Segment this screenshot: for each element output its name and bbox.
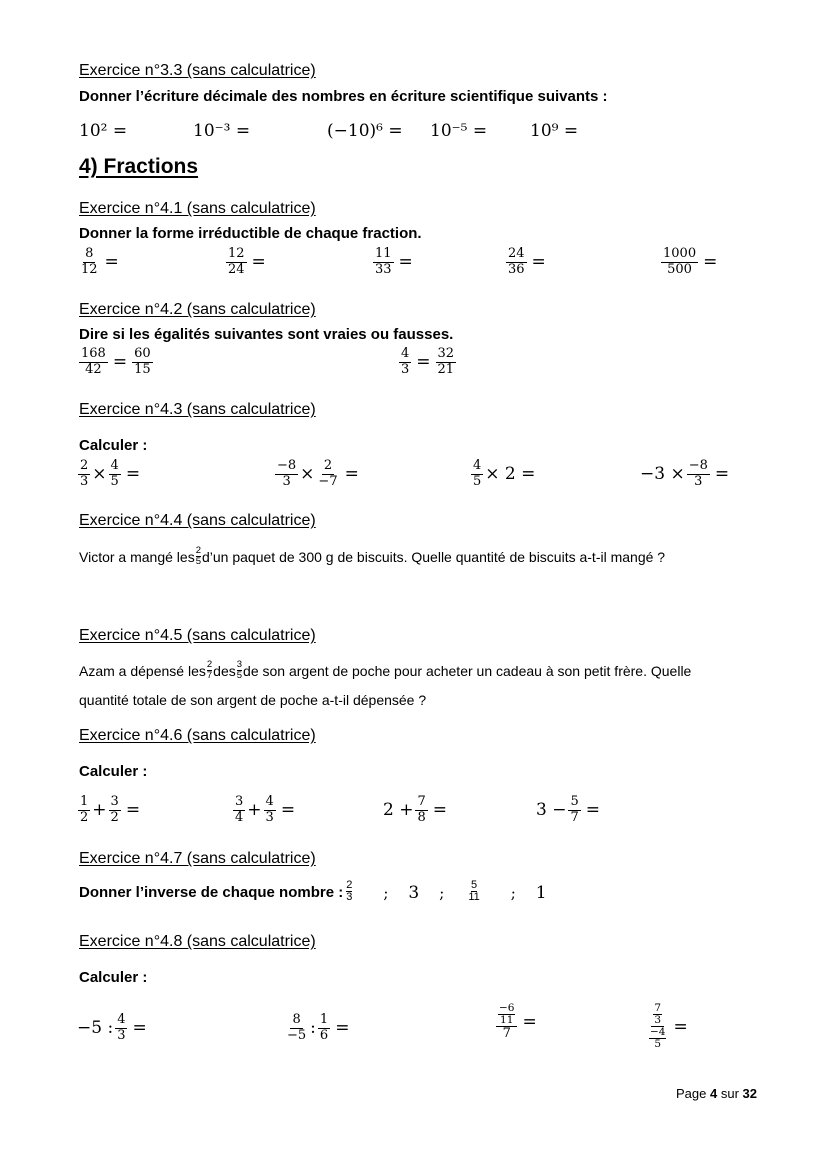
product-item: $\frac{2}{3}$ × $\frac{4}{5}$ = xyxy=(80,458,141,489)
sum-item: $\frac{1}{2}$ + $\frac{3}{2}$ = xyxy=(80,794,141,825)
calculer-label: Calculer : xyxy=(79,763,148,780)
division-item: −5 : $\frac{4}{3}$ = xyxy=(77,1012,147,1043)
fraction-item: $\frac{12}{24}$ = xyxy=(228,246,266,277)
division-item: $\frac{8}{-5}$ : $\frac{1}{6}$ = xyxy=(287,1012,350,1043)
exercise-4-2-instruction: Dire si les égalités suivantes sont vraies ou fausses. xyxy=(79,326,454,343)
exercise-4-4-title: Exercice n°4.4 (sans calculatrice) xyxy=(79,512,316,529)
product-item: $\frac{-8}{3}$ × $\frac{2}{-7}$ = xyxy=(277,458,359,489)
product-item: $\frac{4}{5}$ × 2 = xyxy=(473,458,536,489)
sci-item: 10⁻⁵ = xyxy=(430,121,488,141)
fraction-item: $\frac{24}{36}$ = xyxy=(508,246,546,277)
fraction-item: $\frac{8}{12}$ = xyxy=(81,246,119,277)
inverse-line: Donner l’inverse de chaque nombre : 2 3 ; 3 ; 5 11 ; 1 xyxy=(79,879,547,903)
equality-item: $\frac{4}{3}$ = $\frac{32}{21}$ xyxy=(401,346,455,377)
fraction-item: $\frac{1000}{500}$ = xyxy=(663,246,718,277)
exercise-4-4-text: Victor a mangé les 2 5 d’un paquet de 300 g de biscuits. Quelle quantité de biscuits a-t-il mangé ? xyxy=(79,545,666,567)
calculer-label: Calculer : xyxy=(79,437,148,454)
exercise-4-3-title: Exercice n°4.3 (sans calculatrice) xyxy=(79,401,316,418)
sum-item: 2 + $\frac{7}{8}$ = xyxy=(383,794,447,825)
exercise-4-2-title: Exercice n°4.2 (sans calculatrice) xyxy=(79,301,316,318)
exercise-4-1-title: Exercice n°4.1 (sans calculatrice) xyxy=(79,200,316,217)
sci-item: 10⁻³ = xyxy=(193,121,251,141)
exercise-4-7-title: Exercice n°4.7 (sans calculatrice) xyxy=(79,850,316,867)
sci-item: (−10)⁶ = xyxy=(327,121,403,141)
exercise-3-3-title: Exercice n°3.3 (sans calculatrice) xyxy=(79,62,316,79)
sci-item: 10² = xyxy=(79,121,128,141)
exercise-4-1-instruction: Donner la forme irréductible de chaque fraction. xyxy=(79,225,422,242)
sum-item: $\frac{3}{4}$ + $\frac{4}{3}$ = xyxy=(235,794,296,825)
exercise-4-6-title: Exercice n°4.6 (sans calculatrice) xyxy=(79,727,316,744)
exercise-4-5-title: Exercice n°4.5 (sans calculatrice) xyxy=(79,627,316,644)
page-number: Page 4 sur 32 xyxy=(676,1086,758,1101)
sum-item: 3 − $\frac{5}{7}$ = xyxy=(536,794,600,825)
exercise-4-5-text-line2: quantité totale de son argent de poche a-t-il dépensée ? xyxy=(79,692,427,708)
calculer-label: Calculer : xyxy=(79,969,148,986)
exercise-4-8-title: Exercice n°4.8 (sans calculatrice) xyxy=(79,933,316,950)
equality-item: $\frac{168}{42}$ = $\frac{60}{15}$ xyxy=(81,346,151,377)
sci-item: 10⁹ = xyxy=(530,121,579,141)
compound-fraction-item: −6 11 7 = xyxy=(494,1003,540,1041)
product-item: −3 × $\frac{-8}{3}$ = xyxy=(640,458,730,489)
fraction-item: $\frac{11}{33}$ = xyxy=(375,246,413,277)
exercise-4-5-text: Azam a dépensé les 2 7 des 3 5 de son argent de poche pour acheter un cadeau à son petit frère. Quelle xyxy=(79,659,692,681)
exercise-3-3-instruction: Donner l’écriture décimale des nombres en écriture scientifique suivants : xyxy=(79,88,608,105)
compound-fraction-item: 7 3 −4 5 = xyxy=(650,1002,688,1051)
section-title: 4) Fractions xyxy=(79,155,199,178)
